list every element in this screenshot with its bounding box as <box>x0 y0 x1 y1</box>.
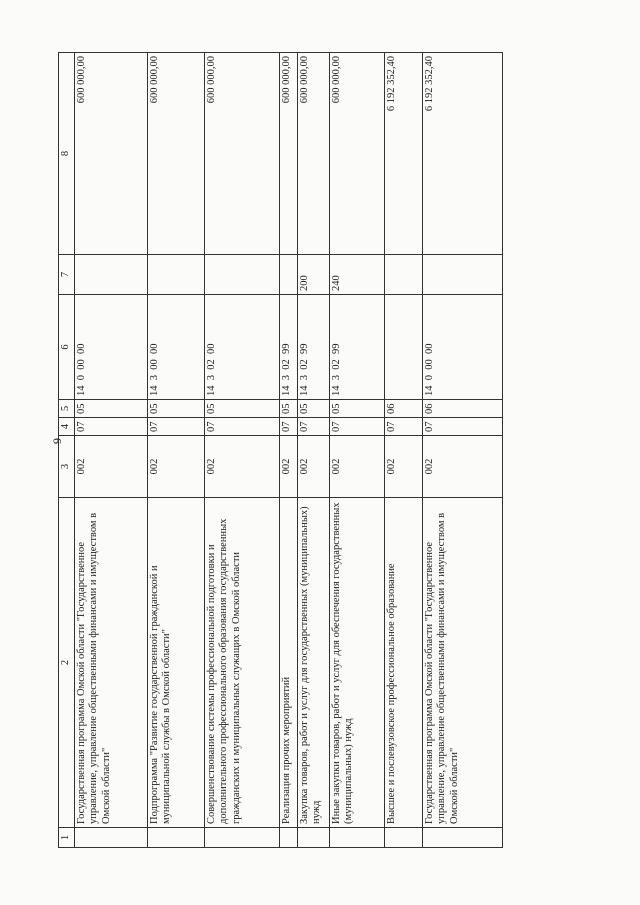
expense-type-cell <box>204 255 279 295</box>
row-index-cell <box>384 828 422 848</box>
column-header-2: 2 <box>59 498 75 828</box>
subsection-code-cell: 05 <box>74 400 147 418</box>
column-header-5: 5 <box>59 400 75 418</box>
subsection-code-cell: 05 <box>204 400 279 418</box>
row-index-cell <box>74 828 147 848</box>
column-header-6: 6 <box>59 295 75 400</box>
budget-table-wrapper <box>58 53 518 848</box>
target-article-cell: 14 0 00 00 <box>422 295 502 400</box>
target-article-cell: 14 3 00 00 <box>147 295 204 400</box>
section-code-cell: 07 <box>422 418 502 436</box>
section-code-cell: 07 <box>297 418 329 436</box>
column-header-3: 3 <box>59 436 75 498</box>
section-code-cell: 07 <box>147 418 204 436</box>
item-name-cell: Реализация прочих мероприятий <box>279 498 297 828</box>
section-code-cell: 07 <box>74 418 147 436</box>
item-name-cell: Закупка товаров, работ и услуг для государственных (муниципальных) нужд <box>297 498 329 828</box>
expense-type-cell <box>279 255 297 295</box>
admin-code-cell: 002 <box>384 436 422 498</box>
row-index-cell <box>147 828 204 848</box>
table-row <box>279 53 297 848</box>
amount-cell: 600 000,00 <box>147 53 204 255</box>
amount-cell: 600 000,00 <box>329 53 384 255</box>
target-article-cell: 14 3 02 99 <box>329 295 384 400</box>
budget-table <box>58 52 503 848</box>
table-header-row <box>59 53 75 848</box>
section-code-cell: 07 <box>329 418 384 436</box>
column-header-4: 4 <box>59 418 75 436</box>
subsection-code-cell: 05 <box>297 400 329 418</box>
row-index-cell <box>329 828 384 848</box>
admin-code-cell: 002 <box>422 436 502 498</box>
table-row <box>74 53 147 848</box>
page-number: 9 <box>50 438 64 444</box>
subsection-code-cell: 05 <box>279 400 297 418</box>
expense-type-cell: 200 <box>297 255 329 295</box>
admin-code-cell: 002 <box>74 436 147 498</box>
expense-type-cell <box>147 255 204 295</box>
section-code-cell: 07 <box>204 418 279 436</box>
target-article-cell <box>384 295 422 400</box>
table-row <box>147 53 204 848</box>
subsection-code-cell: 06 <box>384 400 422 418</box>
target-article-cell: 14 3 02 00 <box>204 295 279 400</box>
subsection-code-cell: 05 <box>329 400 384 418</box>
item-name-cell: Высшее и послевузовское профессиональное образование <box>384 498 422 828</box>
item-name-cell: Подпрограмма "Развитие государственной гражданской и муниципальной службы в Омской области" <box>147 498 204 828</box>
amount-cell: 600 000,00 <box>74 53 147 255</box>
amount-cell: 6 192 352,40 <box>422 53 502 255</box>
row-index-cell <box>279 828 297 848</box>
amount-cell: 600 000,00 <box>279 53 297 255</box>
column-header-7: 7 <box>59 255 75 295</box>
item-name-cell: Государственная программа Омской области "Государственное управление, управление общественными финансами и имуществом в Омской области" <box>74 498 147 828</box>
row-index-cell <box>204 828 279 848</box>
subsection-code-cell: 05 <box>147 400 204 418</box>
row-index-cell <box>422 828 502 848</box>
expense-type-cell <box>422 255 502 295</box>
admin-code-cell: 002 <box>329 436 384 498</box>
table-row <box>384 53 422 848</box>
row-index-cell <box>297 828 329 848</box>
expense-type-cell <box>74 255 147 295</box>
column-header-1: 1 <box>59 828 75 848</box>
table-row <box>422 53 502 848</box>
target-article-cell: 14 3 02 99 <box>297 295 329 400</box>
table-row <box>329 53 384 848</box>
amount-cell: 6 192 352,40 <box>384 53 422 255</box>
admin-code-cell: 002 <box>279 436 297 498</box>
table-row <box>297 53 329 848</box>
table-row <box>204 53 279 848</box>
column-header-8: 8 <box>59 53 75 255</box>
subsection-code-cell: 06 <box>422 400 502 418</box>
amount-cell: 600 000,00 <box>204 53 279 255</box>
item-name-cell: Иные закупки товаров, работ и услуг для обеспечения государственных (муниципальных) нужд <box>329 498 384 828</box>
target-article-cell: 14 3 02 99 <box>279 295 297 400</box>
amount-cell: 600 000,00 <box>297 53 329 255</box>
item-name-cell: Государственная программа Омской области "Государственное управление, управление общественными финансами и имуществом в Омской области" <box>422 498 502 828</box>
section-code-cell: 07 <box>279 418 297 436</box>
expense-type-cell: 240 <box>329 255 384 295</box>
item-name-cell: Совершенствование системы профессиональной подготовки и дополнительного профессионального образования государственных гражданских и муниципальных служащих в Омской области <box>204 498 279 828</box>
admin-code-cell: 002 <box>204 436 279 498</box>
expense-type-cell <box>384 255 422 295</box>
admin-code-cell: 002 <box>297 436 329 498</box>
admin-code-cell: 002 <box>147 436 204 498</box>
target-article-cell: 14 0 00 00 <box>74 295 147 400</box>
section-code-cell: 07 <box>384 418 422 436</box>
